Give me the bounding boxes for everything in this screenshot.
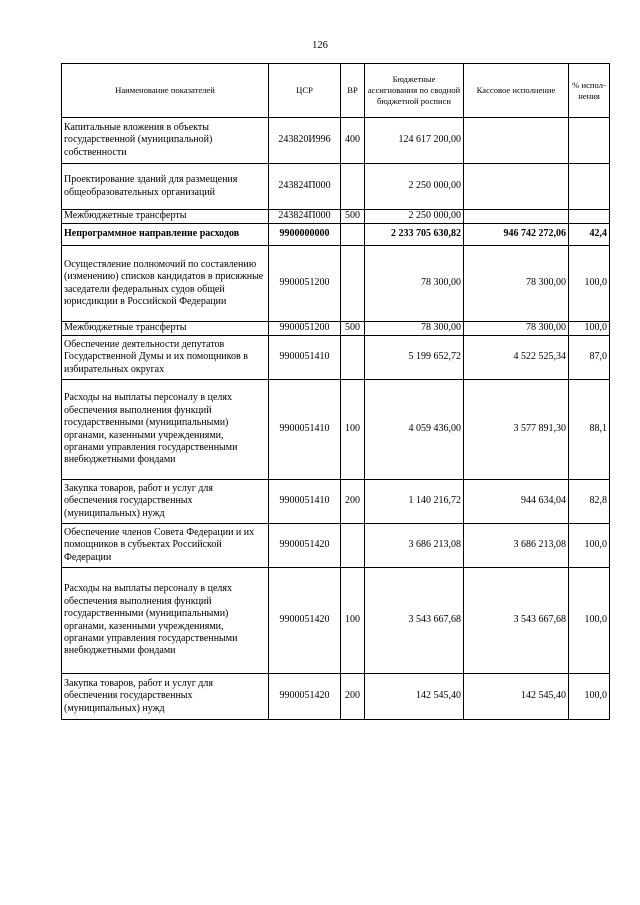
cell-cash: 3 686 213,08: [464, 524, 569, 568]
cell-name: Непрограммное направление расходов: [62, 224, 269, 246]
cell-vr: 200: [341, 480, 365, 524]
table-row: [62, 674, 610, 720]
cell-cash: 944 634,04: [464, 480, 569, 524]
table-row: [62, 118, 610, 164]
budget-execution-table: [61, 63, 610, 720]
cell-csr: 9900000000: [269, 224, 341, 246]
header-percent: % испол-нения: [569, 64, 610, 118]
cell-percent: [569, 118, 610, 164]
cell-assignments: 3 686 213,08: [365, 524, 464, 568]
cell-name: Осуществление полномочий по составлению (изменению) списков кандидатов в присяжные заседатели федеральных судов общей юрисдикции в Российской Федерации: [62, 246, 269, 322]
cell-assignments: 78 300,00: [365, 322, 464, 336]
cell-vr: 400: [341, 118, 365, 164]
cell-vr: 200: [341, 674, 365, 720]
cell-name: Проектирование зданий для размещения общеобразовательных организаций: [62, 164, 269, 210]
cell-csr: 9900051420: [269, 524, 341, 568]
cell-csr: 9900051410: [269, 336, 341, 380]
cell-cash: [464, 164, 569, 210]
header-vr: ВР: [341, 64, 365, 118]
cell-vr: [341, 246, 365, 322]
table-row: [62, 164, 610, 210]
cell-name: Закупка товаров, работ и услуг для обеспечения государственных (муниципальных) нужд: [62, 480, 269, 524]
cell-name: Обеспечение членов Совета Федерации и их помощников в субъектах Российской Федерации: [62, 524, 269, 568]
cell-percent: 88,1: [569, 380, 610, 480]
cell-percent: [569, 164, 610, 210]
table-row: [62, 210, 610, 224]
cell-vr: [341, 224, 365, 246]
header-csr: ЦСР: [269, 64, 341, 118]
cell-cash: 946 742 272,06: [464, 224, 569, 246]
table-row: [62, 224, 610, 246]
cell-percent: 100,0: [569, 568, 610, 674]
cell-vr: [341, 336, 365, 380]
cell-csr: 9900051420: [269, 568, 341, 674]
cell-percent: 100,0: [569, 524, 610, 568]
cell-percent: 100,0: [569, 322, 610, 336]
cell-csr: 9900051410: [269, 480, 341, 524]
cell-assignments: 78 300,00: [365, 246, 464, 322]
header-name: Наименование показателей: [62, 64, 269, 118]
cell-assignments: 4 059 436,00: [365, 380, 464, 480]
cell-percent: 42,4: [569, 224, 610, 246]
header-assignments: Бюджетные ассигнования по сводной бюджетной росписи: [365, 64, 464, 118]
cell-cash: 78 300,00: [464, 322, 569, 336]
cell-percent: [569, 210, 610, 224]
cell-assignments: 124 617 200,00: [365, 118, 464, 164]
cell-csr: 9900051410: [269, 380, 341, 480]
cell-cash: 78 300,00: [464, 246, 569, 322]
cell-percent: 100,0: [569, 674, 610, 720]
cell-assignments: 1 140 216,72: [365, 480, 464, 524]
cell-name: Межбюджетные трансферты: [62, 210, 269, 224]
cell-vr: [341, 164, 365, 210]
cell-vr: [341, 524, 365, 568]
cell-cash: 142 545,40: [464, 674, 569, 720]
cell-percent: 82,8: [569, 480, 610, 524]
cell-vr: 500: [341, 322, 365, 336]
cell-name: Капитальные вложения в объекты государственной (муниципальной) собственности: [62, 118, 269, 164]
table-row: [62, 380, 610, 480]
cell-csr: 9900051200: [269, 246, 341, 322]
cell-name: Межбюджетные трансферты: [62, 322, 269, 336]
cell-assignments: 5 199 652,72: [365, 336, 464, 380]
table-row: [62, 568, 610, 674]
cell-csr: 9900051420: [269, 674, 341, 720]
cell-name: Расходы на выплаты персоналу в целях обеспечения выполнения функций государственными (муниципальными) органами, казенными учреждениями, органами управления государственными внебюджетными фондами: [62, 380, 269, 480]
page-number: 126: [312, 40, 328, 51]
table-row: [62, 322, 610, 336]
table-header-row: [62, 64, 610, 118]
cell-name: Закупка товаров, работ и услуг для обеспечения государственных (муниципальных) нужд: [62, 674, 269, 720]
cell-assignments: 142 545,40: [365, 674, 464, 720]
cell-cash: [464, 118, 569, 164]
cell-csr: 243820И996: [269, 118, 341, 164]
table-row: [62, 524, 610, 568]
cell-cash: [464, 210, 569, 224]
cell-percent: 87,0: [569, 336, 610, 380]
cell-cash: 3 543 667,68: [464, 568, 569, 674]
cell-assignments: 2 250 000,00: [365, 210, 464, 224]
cell-assignments: 3 543 667,68: [365, 568, 464, 674]
header-cash: Кассовое исполнение: [464, 64, 569, 118]
cell-percent: 100,0: [569, 246, 610, 322]
cell-vr: 100: [341, 568, 365, 674]
cell-csr: 243824П000: [269, 164, 341, 210]
cell-vr: 500: [341, 210, 365, 224]
cell-csr: 243824П000: [269, 210, 341, 224]
cell-name: Расходы на выплаты персоналу в целях обеспечения выполнения функций государственными (муниципальными) органами, казенными учреждениями, органами управления государственными внебюджетными фондами: [62, 568, 269, 674]
cell-cash: 4 522 525,34: [464, 336, 569, 380]
cell-vr: 100: [341, 380, 365, 480]
cell-csr: 9900051200: [269, 322, 341, 336]
cell-name: Обеспечение деятельности депутатов Государственной Думы и их помощников в избирательных округах: [62, 336, 269, 380]
cell-assignments: 2 233 705 630,82: [365, 224, 464, 246]
cell-assignments: 2 250 000,00: [365, 164, 464, 210]
table-row: [62, 480, 610, 524]
table-row: [62, 246, 610, 322]
table-row: [62, 336, 610, 380]
cell-cash: 3 577 891,30: [464, 380, 569, 480]
